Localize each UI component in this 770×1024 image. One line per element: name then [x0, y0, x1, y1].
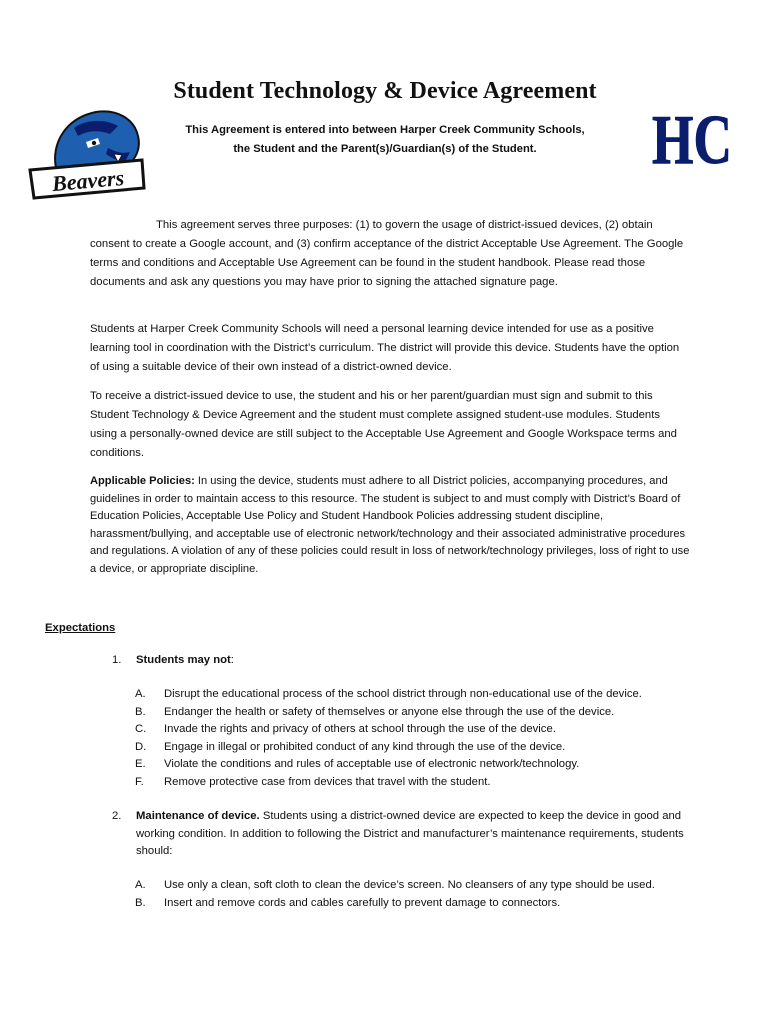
- svg-text:Beavers: Beavers: [51, 164, 126, 197]
- list-item: E. Violate the conditions and rules of acceptable use of electronic network/technology.: [135, 758, 580, 770]
- applicable-policies-text: In using the device, students must adhere to all District policies, accompanying procedures, and guidelines in order to maintain access to this resource. The student is subject to and must comply with District’s Board of Education Policies, Acceptable Use Policy and Student Handbook Policies addressing student discipline, harassment/bullying, and acceptable use of electronic network/technology and their associated administrative procedures and regulations. A violation of any of these policies could result in loss of network/technology privileges, loss of right to use a device, or appropriate discipline.: [90, 475, 690, 575]
- paragraph-purposes: This agreement serves three purposes: (1) to govern the usage of district-issued devices, (2) obtain consent to create a Google account, and (3) confirm acceptance of the district Acceptable Use Agreement. The Google terms and conditions and Acceptable Use Agreement can be found in the student handbook. Please read those documents and ask any questions you may have prior to signing the attached signature page.: [90, 219, 684, 288]
- item-suffix: :: [230, 654, 234, 666]
- document-title: Student Technology & Device Agreement: [173, 78, 597, 104]
- list-item: D. Engage in illegal or prohibited conduct of any kind through the use of the device.: [135, 740, 566, 753]
- applicable-policies-label: Applicable Policies:: [90, 475, 195, 487]
- list-item: C. Invade the rights and privacy of others at school through the use of the device.: [135, 723, 556, 735]
- expectations-heading: Expectations: [45, 622, 116, 634]
- paragraph-receive-device: To receive a district-issued device to use, the student and his or her parent/guardian must sign and submit to this Student Technology & Device Agreement and the student must complete assigned student-use modules. Students using a personally-owned device are still subject to the Acceptable Use Agreement and Google Workspace terms and conditions.: [90, 390, 677, 459]
- svg-text:HC: HC: [652, 102, 732, 179]
- list-item: A. Disrupt the educational process of the school district through non-educational use of the device.: [135, 688, 642, 700]
- item-text: Students using a district-owned device are expected to keep the device in good and working condition. In addition to following the District and manufacturer’s maintenance requirements, students should:: [136, 810, 684, 857]
- list-item: F. Remove protective case from devices that travel with the student.: [135, 775, 491, 788]
- list-item: B. Endanger the health or safety of themselves or anyone else through the use of the device.: [135, 705, 615, 718]
- maintenance-list: [135, 877, 715, 912]
- students-may-not-list: [135, 686, 715, 791]
- hc-logo: [652, 97, 734, 179]
- subtitle-line-2: the Student and the Parent(s)/Guardian(s) of the Student.: [233, 143, 537, 155]
- document-subtitle: [150, 121, 620, 159]
- list-item: B. Insert and remove cords and cables carefully to prevent damage to connectors.: [135, 896, 561, 909]
- beavers-logo: [26, 108, 148, 200]
- item-label: Students may not: [136, 654, 231, 666]
- item-number: 1.: [112, 654, 122, 666]
- paragraph-learning-device: Students at Harper Creek Community Schools will need a personal learning device intended for use as a positive learning tool in coordination with the District’s curriculum. The district will provide this device. Students have the option of using a suitable device of their own instead of a district-owned device.: [90, 323, 680, 373]
- paragraph-applicable-policies: [90, 473, 690, 579]
- list-item: A. Use only a clean, soft cloth to clean the device’s screen. No cleansers of any type should be used.: [135, 879, 655, 891]
- subtitle-line-1: This Agreement is entered into between Harper Creek Community Schools,: [185, 124, 585, 136]
- item-number: 2.: [112, 810, 122, 822]
- item-label: Maintenance of device.: [136, 810, 260, 822]
